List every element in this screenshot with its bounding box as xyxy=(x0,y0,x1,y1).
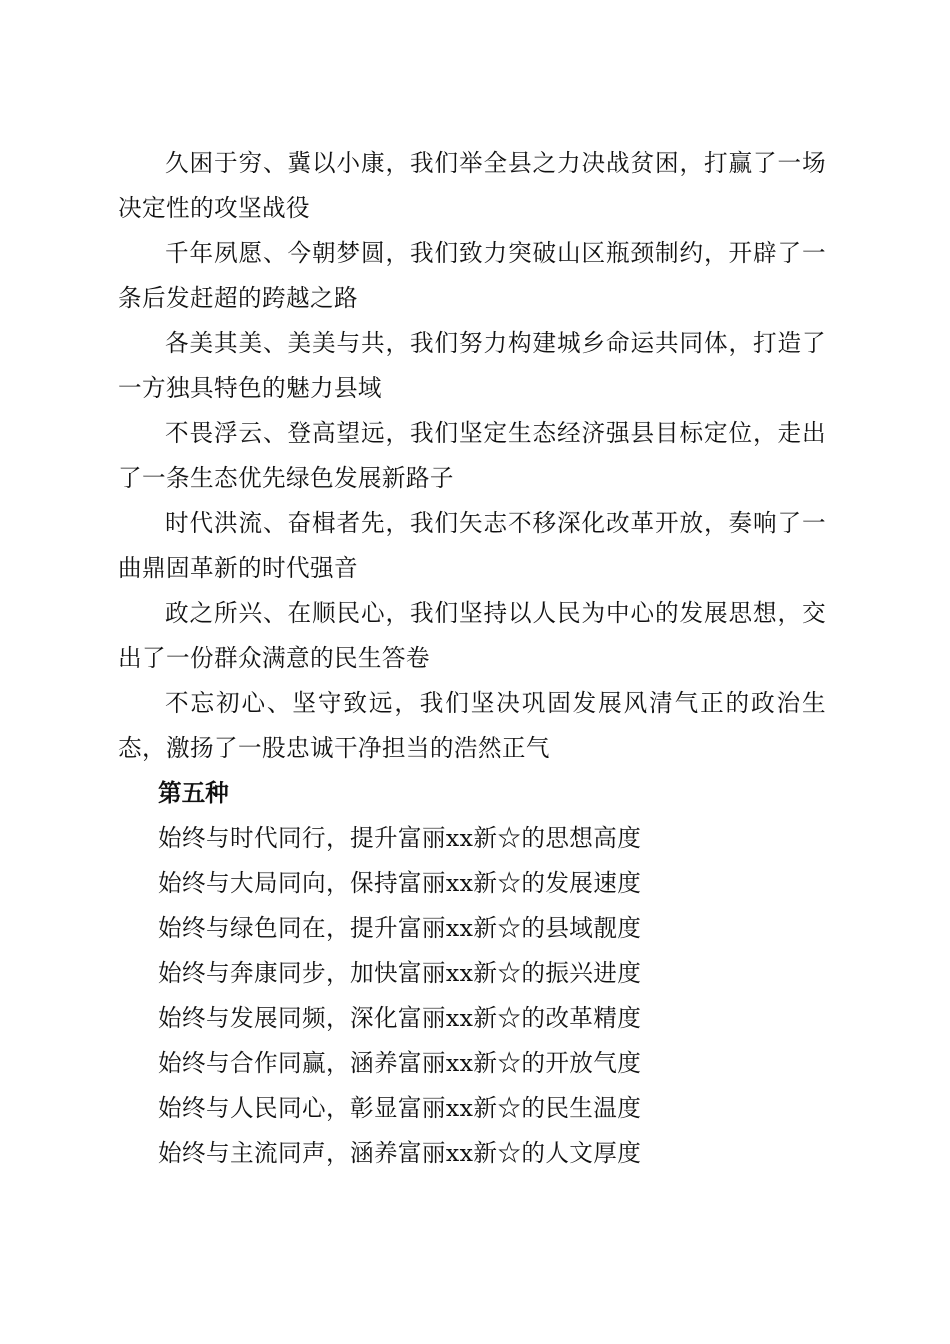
list-item: 始终与奔康同步，加快富丽xx新☆的振兴进度 xyxy=(158,959,642,987)
document-page xyxy=(118,141,826,1176)
list-item: 始终与大局同向，保持富丽xx新☆的发展速度 xyxy=(158,869,642,897)
paragraph: 不忘初心、坚守致远，我们坚决巩固发展风清气正的政治生态，激扬了一股忠诚干净担当的浩然正气 xyxy=(118,689,826,762)
paragraph: 不畏浮云、登高望远，我们坚定生态经济强县目标定位，走出了一条生态优先绿色发展新路子 xyxy=(118,419,826,492)
list-item: 始终与时代同行，提升富丽xx新☆的思想高度 xyxy=(158,824,642,852)
list-item: 始终与人民同心，彰显富丽xx新☆的民生温度 xyxy=(158,1094,642,1122)
list-item: 始终与绿色同在，提升富丽xx新☆的县域靓度 xyxy=(158,914,642,942)
paragraph: 千年夙愿、今朝梦圆，我们致力突破山区瓶颈制约，开辟了一条后发赶超的跨越之路 xyxy=(118,239,826,312)
paragraph: 久困于穷、冀以小康，我们举全县之力决战贫困，打赢了一场决定性的攻坚战役 xyxy=(118,149,826,222)
list-item: 始终与发展同频，深化富丽xx新☆的改革精度 xyxy=(158,1004,642,1032)
paragraph: 政之所兴、在顺民心，我们坚持以人民为中心的发展思想，交出了一份群众满意的民生答卷 xyxy=(118,599,826,672)
paragraph: 各美其美、美美与共，我们努力构建城乡命运共同体，打造了一方独具特色的魅力县域 xyxy=(118,329,826,402)
section-heading: 第五种 xyxy=(158,779,229,807)
paragraph: 时代洪流、奋楫者先，我们矢志不移深化改革开放，奏响了一曲鼎固革新的时代强音 xyxy=(118,509,826,582)
list-item: 始终与合作同赢，涵养富丽xx新☆的开放气度 xyxy=(158,1049,642,1077)
list-item: 始终与主流同声，涵养富丽xx新☆的人文厚度 xyxy=(158,1139,642,1167)
